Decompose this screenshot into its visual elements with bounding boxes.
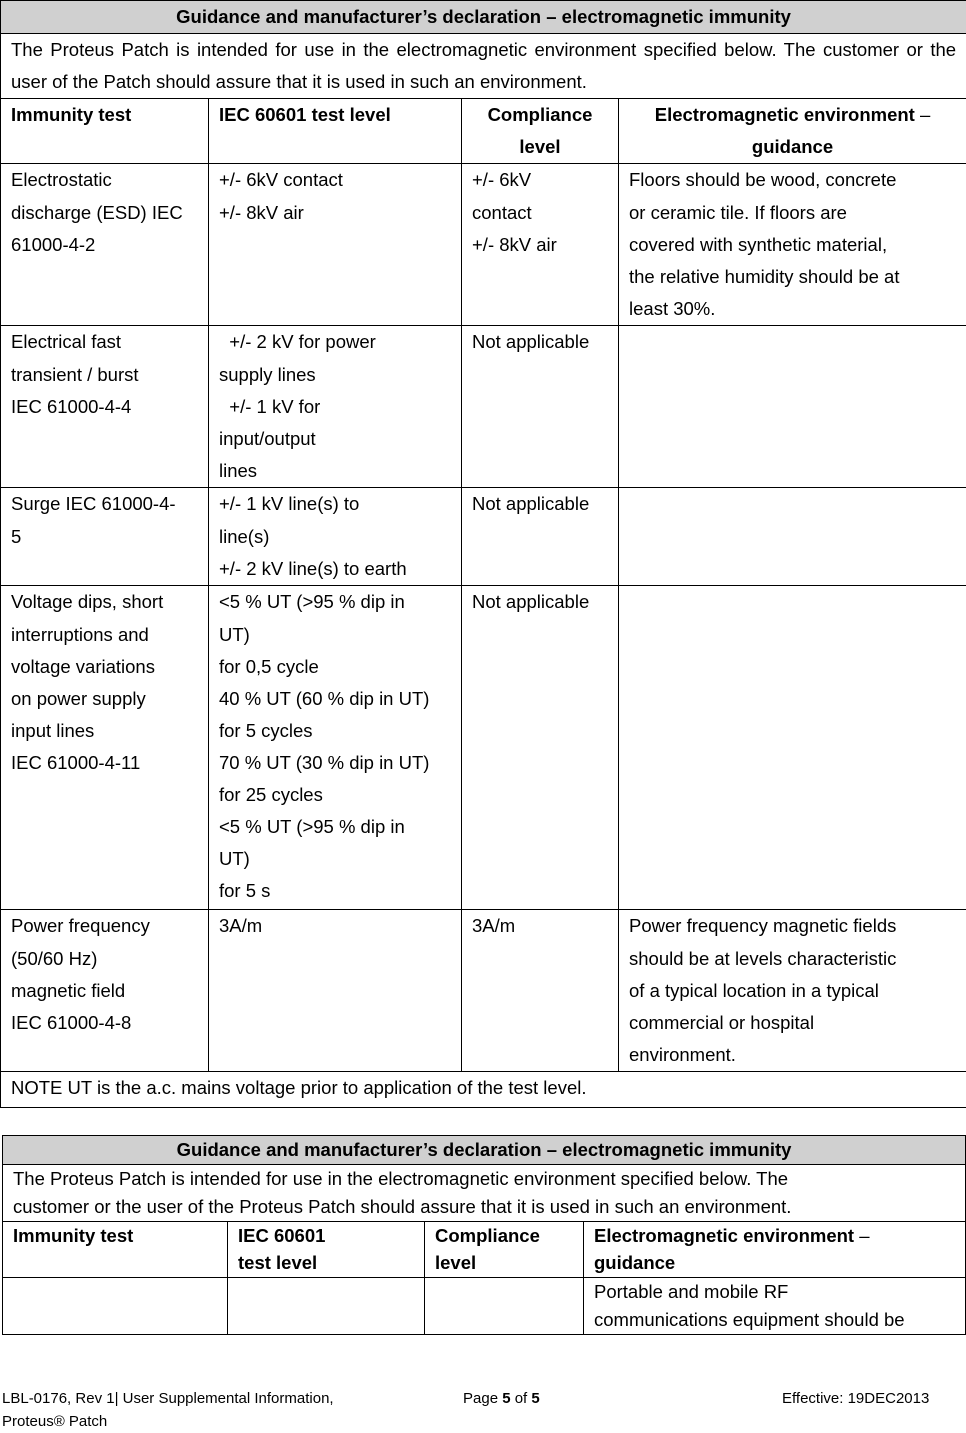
- header-compliance-level: [425, 1221, 584, 1278]
- cell-level: [228, 1278, 425, 1335]
- cell-line: IEC 61000-4-11: [11, 747, 198, 779]
- header-environment: [619, 99, 966, 164]
- cell-level: [209, 488, 462, 586]
- cell-test: [1, 488, 209, 586]
- cell-line: for 25 cycles: [219, 779, 451, 811]
- cell-environment: [619, 488, 966, 586]
- cell-line: or ceramic tile. If floors are: [629, 197, 956, 229]
- cell-level: [209, 164, 462, 326]
- cell-line: of a typical location in a typical: [629, 975, 956, 1007]
- cell-environment: [619, 164, 966, 326]
- table-intro: [3, 1165, 966, 1222]
- footer-document-info: [2, 1388, 334, 1433]
- table-note: NOTE UT is the a.c. mains voltage prior to application of the test level.: [1, 1072, 966, 1108]
- cell-line: input/output: [219, 423, 451, 455]
- cell-line: +/- 1 kV line(s) to: [219, 488, 451, 520]
- cell-line: covered with synthetic material,: [629, 229, 956, 261]
- cell-test: [3, 1278, 228, 1335]
- cell-line: +/- 8kV air: [219, 197, 451, 229]
- header-env-dash: –: [915, 104, 930, 125]
- cell-line: +/- 2 kV line(s) to earth: [219, 553, 451, 585]
- footer-page-number: [463, 1388, 540, 1411]
- cell-compliance: [462, 910, 619, 1072]
- header-env-rest: guidance: [752, 136, 833, 157]
- header-immunity-test: Immunity test: [3, 1221, 228, 1278]
- cell-line: should be at levels characteristic: [629, 943, 956, 975]
- header-line: Compliance: [435, 1222, 573, 1250]
- header-environment: [584, 1221, 966, 1278]
- cell-line: 3A/m: [219, 910, 451, 942]
- cell-line: +/- 2 kV for power: [219, 326, 451, 358]
- cell-line: the relative humidity should be at: [629, 261, 956, 293]
- cell-line: discharge (ESD) IEC: [11, 197, 198, 229]
- header-line: test level: [238, 1249, 414, 1277]
- header-env-rest: guidance: [594, 1252, 675, 1273]
- cell-line: lines: [219, 455, 451, 487]
- intro-line: customer or the user of the Proteus Patch should assure that it is used in such an environment.: [13, 1193, 955, 1221]
- cell-line: IEC 61000-4-4: [11, 391, 198, 423]
- page-of: of: [511, 1390, 532, 1407]
- cell-line: Surge IEC 61000-4-: [11, 488, 198, 520]
- cell-line: for 5 cycles: [219, 715, 451, 747]
- cell-compliance: [462, 164, 619, 326]
- cell-line: Voltage dips, short: [11, 586, 198, 618]
- footer-effective-date: Effective: 19DEC2013: [782, 1388, 929, 1411]
- cell-line: Power frequency magnetic fields: [629, 910, 956, 942]
- cell-line: +/- 6kV: [472, 164, 608, 196]
- header-line: level: [435, 1249, 573, 1277]
- cell-line: Portable and mobile RF: [594, 1278, 955, 1306]
- cell-line: Not applicable: [472, 488, 608, 520]
- cell-level: [209, 326, 462, 488]
- cell-line: UT): [219, 619, 451, 651]
- cell-line: 3A/m: [472, 910, 608, 942]
- cell-test: [1, 910, 209, 1072]
- cell-line: least 30%.: [629, 293, 956, 325]
- cell-line: transient / burst: [11, 359, 198, 391]
- cell-line: UT): [219, 843, 451, 875]
- header-env-bold: Electromagnetic environment: [594, 1225, 854, 1246]
- page-total: 5: [531, 1390, 539, 1407]
- cell-line: on power supply: [11, 683, 198, 715]
- cell-level: [209, 910, 462, 1072]
- cell-line: 70 % UT (30 % dip in UT): [219, 747, 451, 779]
- cell-line: Floors should be wood, concrete: [629, 164, 956, 196]
- cell-line: 40 % UT (60 % dip in UT): [219, 683, 451, 715]
- cell-test: [1, 326, 209, 488]
- cell-test: [1, 586, 209, 910]
- cell-line: Power frequency: [11, 910, 198, 942]
- table-title: Guidance and manufacturer’s declaration – electromagnetic immunity: [1, 1, 966, 34]
- cell-environment: [619, 586, 966, 910]
- cell-line: Electrostatic: [11, 164, 198, 196]
- page-prefix: Page: [463, 1390, 502, 1407]
- cell-line: IEC 61000-4-8: [11, 1007, 198, 1039]
- page-current: 5: [502, 1390, 510, 1407]
- header-env-dash: –: [854, 1225, 869, 1246]
- cell-level: [209, 586, 462, 910]
- cell-environment: [619, 326, 966, 488]
- cell-compliance: [462, 326, 619, 488]
- cell-line: magnetic field: [11, 975, 198, 1007]
- cell-line: <5 % UT (>95 % dip in: [219, 811, 451, 843]
- cell-line: +/- 1 kV for: [219, 391, 451, 423]
- cell-environment: [619, 910, 966, 1072]
- cell-line: 5: [11, 521, 198, 553]
- cell-line: Not applicable: [472, 326, 608, 358]
- table-intro: The Proteus Patch is intended for use in the electromagnetic environment specified below. The customer or the user of the Patch should assure that it is used in such an environment.: [1, 34, 966, 99]
- emc-immunity-table-2: [2, 1135, 966, 1335]
- cell-line: Electrical fast: [11, 326, 198, 358]
- cell-line: 61000-4-2: [11, 229, 198, 261]
- cell-line: Not applicable: [472, 586, 608, 618]
- cell-line: contact: [472, 197, 608, 229]
- cell-compliance: [462, 586, 619, 910]
- cell-test: [1, 164, 209, 326]
- cell-line: supply lines: [219, 359, 451, 391]
- cell-line: <5 % UT (>95 % dip in: [219, 586, 451, 618]
- cell-compliance: [462, 488, 619, 586]
- header-compliance-level: Compliance level: [462, 99, 619, 164]
- cell-line: input lines: [11, 715, 198, 747]
- cell-line: line(s): [219, 521, 451, 553]
- header-env-bold: Electromagnetic environment: [655, 104, 915, 125]
- footer-doc-line: Proteus® Patch: [2, 1411, 334, 1433]
- cell-line: communications equipment should be: [594, 1306, 955, 1334]
- cell-line: voltage variations: [11, 651, 198, 683]
- footer-doc-line: LBL-0176, Rev 1| User Supplemental Information,: [2, 1388, 334, 1411]
- header-test-level: IEC 60601 test level: [209, 99, 462, 164]
- cell-line: +/- 8kV air: [472, 229, 608, 261]
- cell-line: interruptions and: [11, 619, 198, 651]
- intro-line: The Proteus Patch is intended for use in the electromagnetic environment specified below. The: [13, 1165, 955, 1193]
- header-line: IEC 60601: [238, 1222, 414, 1250]
- cell-environment: [584, 1278, 966, 1335]
- cell-line: for 5 s: [219, 875, 451, 907]
- table-title: Guidance and manufacturer’s declaration – electromagnetic immunity: [3, 1136, 966, 1165]
- cell-line: commercial or hospital: [629, 1007, 956, 1039]
- cell-line: (50/60 Hz): [11, 943, 198, 975]
- cell-line: environment.: [629, 1039, 956, 1071]
- header-immunity-test: Immunity test: [1, 99, 209, 164]
- header-test-level: [228, 1221, 425, 1278]
- cell-line: +/- 6kV contact: [219, 164, 451, 196]
- cell-compliance: [425, 1278, 584, 1335]
- cell-line: for 0,5 cycle: [219, 651, 451, 683]
